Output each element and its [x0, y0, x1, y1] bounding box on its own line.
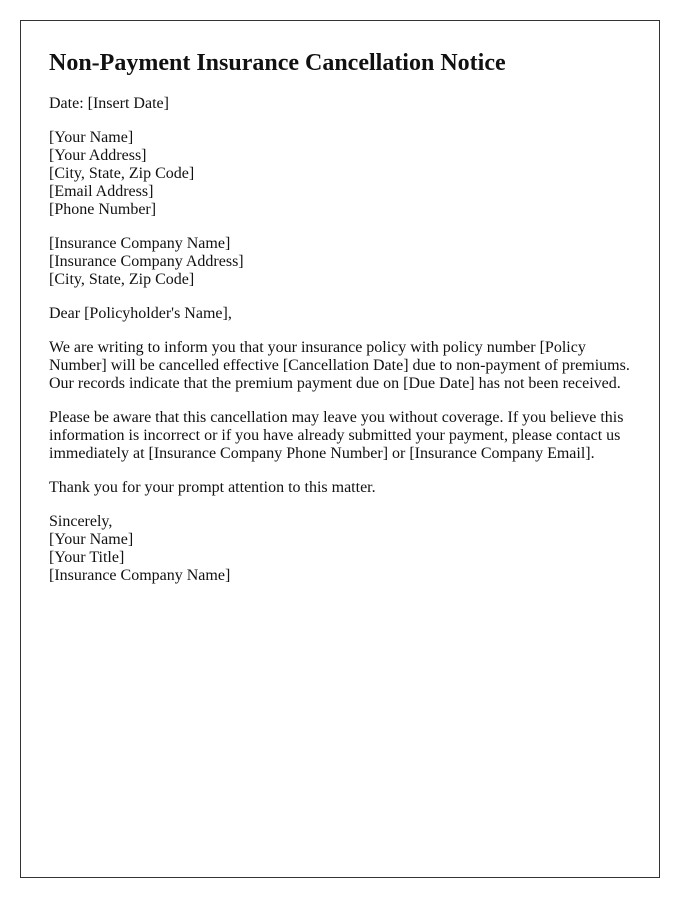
closing-phrase: Sincerely, — [49, 513, 113, 530]
sender-phone: [Phone Number] — [49, 201, 157, 218]
sender-address: [Your Address] — [49, 147, 147, 164]
closing-block — [49, 513, 631, 585]
sender-email: [Email Address] — [49, 183, 154, 200]
document-title: Non-Payment Insurance Cancellation Notice — [49, 50, 506, 76]
sender-city-state-zip: [City, State, Zip Code] — [49, 165, 195, 182]
closing-name: [Your Name] — [49, 531, 134, 548]
closing-company: [Insurance Company Name] — [49, 567, 231, 584]
recipient-company-address: [Insurance Company Address] — [49, 253, 244, 270]
recipient-city-state-zip: [City, State, Zip Code] — [49, 271, 195, 288]
recipient-address-block — [49, 235, 631, 289]
letter-page — [20, 20, 660, 878]
recipient-company-name: [Insurance Company Name] — [49, 235, 231, 252]
body-paragraph-3: Thank you for your prompt attention to this matter. — [49, 479, 376, 496]
sender-name: [Your Name] — [49, 129, 134, 146]
closing-title: [Your Title] — [49, 549, 125, 566]
body-paragraph-2: Please be aware that this cancellation may leave you without coverage. If you believe this information is incorrect or if you have already submitted your payment, please contact us immediately at [Insurance Company Phone Number] or [Insurance Company Email]. — [49, 409, 624, 462]
sender-address-block — [49, 129, 631, 219]
date-line: Date: [Insert Date] — [49, 95, 169, 112]
salutation: Dear [Policyholder's Name], — [49, 305, 232, 322]
body-paragraph-1: We are writing to inform you that your insurance policy with policy number [Policy Number] will be cancelled effective [Cancellation Date] due to non-payment of premiums. Our records indicate that the premium payment due on [Due Date] has not been received. — [49, 339, 630, 392]
